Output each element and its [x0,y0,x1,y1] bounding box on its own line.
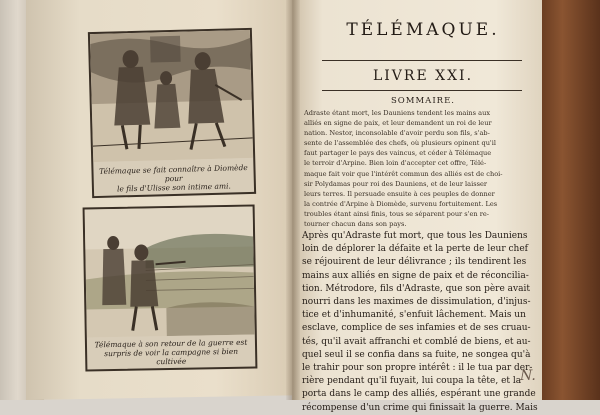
body-line: quel seul il se confia dans sa fuite, ne songea qu'à [302,349,531,360]
body-line: tion. Métrodore, fils d'Adraste, que son père avait [302,283,530,294]
body-line: rière pendant qu'il fuyait, lui coupa la tête, et la [302,376,522,387]
body-line: Après qu'Adraste fut mort, que tous les Dauniens [302,231,528,241]
book-cover-edge [542,0,600,400]
book-number: LIVRE XXI. [372,68,474,84]
summary-line: la contrée d'Arpine à Diomède, survenu fortuitement. Les [304,199,498,208]
engraving-plate-top [88,28,256,198]
body-line: esclave, complice de ses infamies et de ses cruau- [302,323,531,334]
plate-caption-bottom [91,338,251,368]
summary-line: tourner chacun dans son pays. [304,220,407,229]
body-line: tice et d'inhumanité, s'enfuit lâchement. Mais un [302,310,526,321]
summary-line: troubles étant ainsi finis, tous se séparent pour s'en re- [304,209,490,218]
livre-rule [322,90,522,91]
body-line: le trahir pour son propre intérêt : il le tua par der- [302,363,533,374]
engraving-illustration-landscape [85,207,255,338]
body-line: récompense d'un crime qui finissait la guerre. Mais [302,402,538,413]
chapter-body-text [302,230,540,415]
body-line: loin de déplorer la défaite et la perte de leur chef [302,244,528,255]
summary-line: alliés en signe de paix, et leur demandent un roi de leur [304,119,492,128]
body-line: nourri dans les maximes de dissimulation, d'injus- [302,297,531,308]
summary-line: maque fait voir que l'intérêt commun des alliés est de choi- [304,169,503,178]
engraving-plate-bottom [83,205,258,372]
summary-text [304,108,538,229]
summary-line: le terroir d'Arpine. Bien loin d'accepter cet offre, Télé- [304,159,487,168]
summary-line: Adraste étant mort, les Dauniens tendent les mains aux [304,109,491,117]
body-line: se réjouirent de leur délivrance ; ils tendirent les [302,257,527,268]
summary-line: nation. Nestor, inconsolable d'avoir perdu son fils, s'ab- [304,129,490,138]
page-title: TÉLÉMAQUE. [346,20,500,40]
summary-line: faut partager le pays des vaincus, et céder à Télémaque [304,149,492,158]
book-gutter [286,0,300,400]
caption-line: Télémaque se fait connaître à Diomède pour [99,163,248,184]
body-line: mains aux alliés en signe de paix et de réconcilia- [302,270,529,281]
caption-line: surpris de voir la campagne si bien cultivée [104,346,239,367]
summary-line: sir Polydamas pour roi des Dauniens, et de leur laisser [304,179,488,188]
body-line: tés, qu'il avait affranchi et comblé de biens, et au- [302,336,531,347]
title-rule [322,60,522,61]
plate-caption-top [97,163,250,194]
body-line: porta dans le camp des alliés, espérant une grande [302,389,536,400]
caption-line: le fils d'Ulisse son intime ami. [116,181,231,194]
summary-heading: SOMMAIRE. [390,96,455,106]
summary-line: sente de l'assemblée des chefs, où plusieurs opinent qu'il [304,139,496,148]
engraving-illustration-warriors [90,30,253,162]
summary-line: leurs terres. Il persuade ensuite à ces peuples de donner [304,189,495,198]
caption-line: Télémaque à son retour de la guerre est [94,337,248,350]
pencil-margin-note: N. [520,368,536,384]
